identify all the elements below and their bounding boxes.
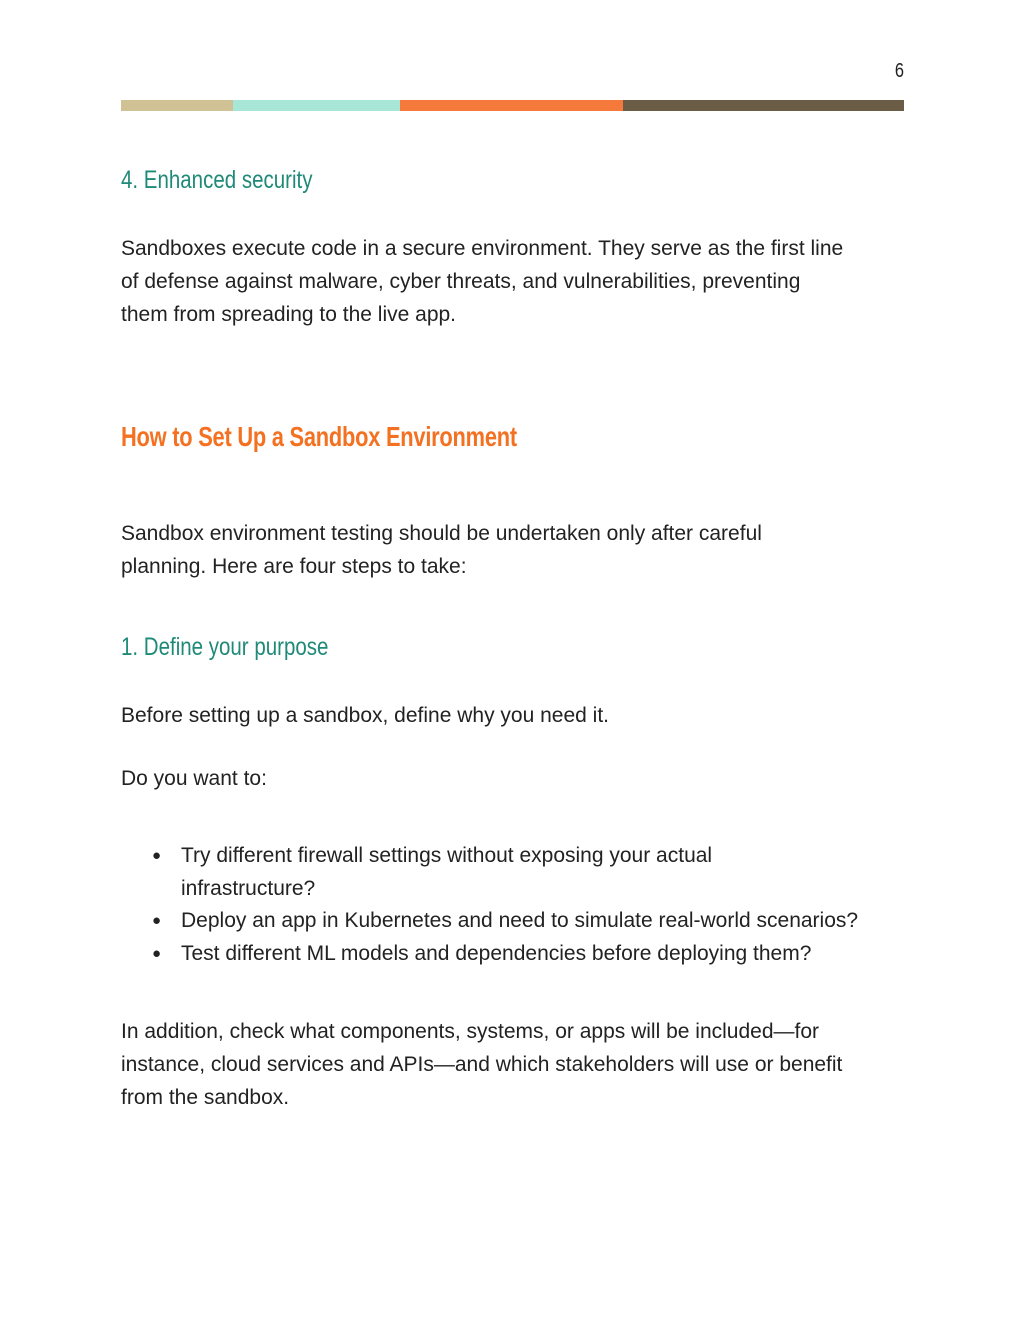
paragraph: Do you want to: (121, 767, 267, 790)
list-item-line: Try different firewall settings without exposing your actual (181, 844, 713, 867)
paragraph-line: Sandbox environment testing should be undertaken only after careful (121, 522, 762, 545)
paragraph-line: of defense against malware, cyber threats, and vulnerabilities, preventing (121, 270, 801, 293)
paragraph-line: from the sandbox. (121, 1086, 290, 1109)
list-item (121, 840, 921, 905)
list-item-line: Deploy an app in Kubernetes and need to simulate real-world scenarios? (181, 909, 859, 932)
section-setup (121, 421, 911, 453)
paragraph: Before setting up a sandbox, define why you need it. (121, 704, 609, 727)
section-enhanced-security-body (121, 232, 911, 331)
color-bar-segment (400, 100, 623, 111)
bullet-dot-icon: ● (152, 912, 162, 929)
color-bar-segment (623, 100, 904, 111)
paragraph-line: planning. Here are four steps to take: (121, 555, 467, 578)
section-subheading: 1. Define your purpose (121, 633, 329, 661)
section-enhanced-security (121, 166, 911, 195)
bullet-dot-icon: ● (152, 944, 162, 962)
paragraph-line: Sandboxes execute code in a secure environment. They serve as the first line (121, 237, 844, 260)
decorative-color-bar (121, 100, 904, 111)
paragraph-block (121, 699, 911, 732)
list-item-line: Test different ML models and dependencies before deploying them? (181, 941, 812, 965)
section-setup-intro (121, 517, 911, 583)
color-bar-segment (121, 100, 233, 111)
paragraph (121, 232, 911, 331)
paragraph-line: In addition, check what components, systems, or apps will be included—for (121, 1020, 820, 1043)
section-define-purpose (121, 633, 911, 662)
section-heading: How to Set Up a Sandbox Environment (121, 421, 517, 452)
paragraph-block (121, 762, 911, 795)
section-subheading: 4. Enhanced security (121, 166, 313, 194)
color-bar-segment (233, 100, 400, 111)
paragraph-block (121, 1015, 911, 1114)
paragraph-line: them from spreading to the live app. (121, 303, 457, 326)
paragraph-line: instance, cloud services and APIs—and which stakeholders will use or benefit (121, 1053, 843, 1076)
bullet-dot-icon: ● (152, 847, 162, 864)
page-number: 6 (894, 60, 904, 82)
list-item (121, 905, 921, 938)
paragraph (121, 517, 911, 583)
paragraph (121, 1015, 911, 1114)
list-item-line: infrastructure? (181, 876, 316, 900)
bullet-list (121, 840, 921, 970)
list-item (121, 938, 921, 971)
